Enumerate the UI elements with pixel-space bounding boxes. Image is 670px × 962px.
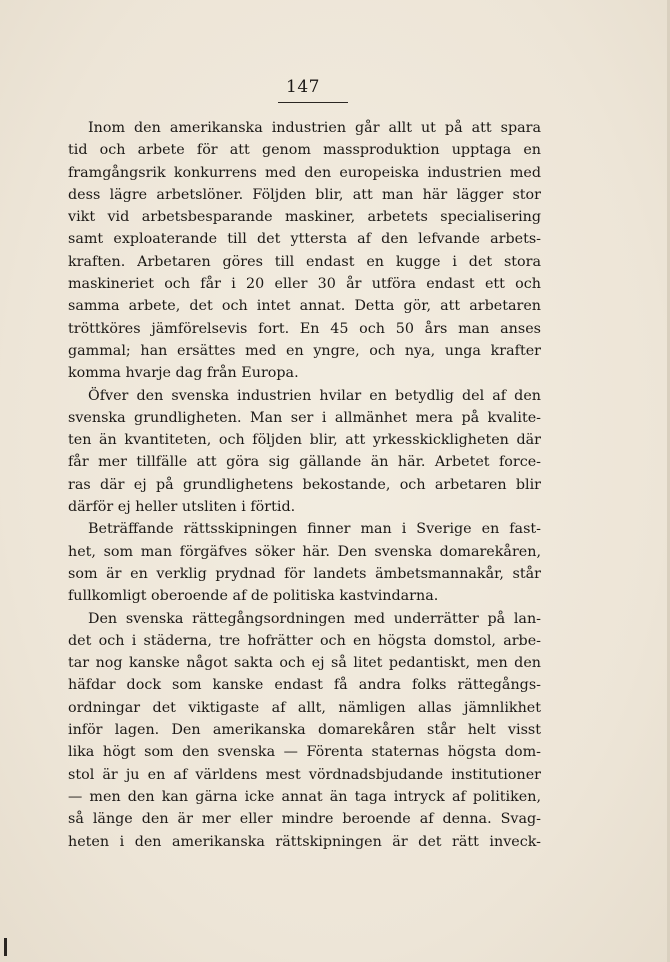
page-number: 147 [286,77,320,97]
text-line: samma arbete, det och intet annat. Detta gör, att arbetaren [68,298,541,315]
text-line: Den svenska rättegångsordningen med underrätter på lan- [88,610,541,627]
text-line: tar nog kanske något sakta och ej så litet pedantiskt, men den [68,655,541,672]
text-line: får mer tillfälle att göra sig gällande än här. Arbetet force- [68,454,541,471]
text-line: inför lagen. Den amerikanska domarekåren står helt visst [68,722,541,739]
text-line: ten än kvantiteten, och följden blir, att yrkesskickligheten där [68,432,541,449]
text-line: ras där ej på grundlighetens bekostande, och arbetaren blir [68,476,541,493]
body-text [68,117,541,853]
text-line: Inom den amerikanska industrien går allt ut på att spara [88,120,541,136]
header-rule [278,102,348,103]
text-line: gammal; han ersättes med en yngre, och nya, unga krafter [68,342,541,359]
text-line: — men den kan gärna icke annat än taga intryck af politiken, [68,788,541,805]
text-line: dess lägre arbetslöner. Följden blir, att man här lägger stor [68,186,541,203]
text-line: så länge den är mer eller mindre beroende af denna. Svag- [68,811,541,828]
text-line: lika högt som den svenska — Förenta staternas högsta dom- [68,744,541,761]
text-line: vikt vid arbetsbesparande maskiner, arbetets specialisering [68,209,541,226]
text-line: samt exploaterande till det yttersta af den lefvande arbets- [68,231,541,248]
text-line: därför ej heller utsliten i förtid. [68,499,296,516]
text-line: fullkomligt oberoende af de politiska kastvindarna. [68,588,439,605]
text-line: kraften. Arbetaren göres till endast en kugge i det stora [68,253,541,270]
text-line: het, som man förgäfves söker här. Den svenska domarekåren, [68,543,541,560]
text-line: stol är ju en af världens mest vördnadsbjudande institutioner [68,766,541,783]
text-line: maskineriet och får i 20 eller 30 år utföra endast ett och [68,276,541,293]
text-line: häfdar dock som kanske endast få andra folks rättegångs- [68,677,541,694]
text-line: tid och arbete för att genom massproduktion upptaga en [68,142,541,159]
text-line: det och i städerna, tre hofrätter och en högsta domstol, arbe- [68,632,541,649]
text-line: som är en verklig prydnad för landets ämbetsmannakår, står [68,565,541,582]
text-line: Öfver den svenska industrien hvilar en betydlig del af den [88,387,541,404]
text-line: framgångsrik konkurrens med den europeiska industrien med [68,164,541,181]
text-line: svenska grundligheten. Man ser i allmänhet mera på kvalite- [68,409,541,426]
text-line: tröttköres jämförelsevis fort. En 45 och 50 års man anses [68,320,541,337]
margin-mark [4,938,7,956]
text-line: komma hvarje dag från Europa. [68,365,299,382]
text-line: ordningar det viktigaste af allt, nämligen allas jämnlikhet [68,699,541,716]
text-line: Beträffande rättsskipningen finner man i Sverige en fast- [88,521,541,538]
text-line: heten i den amerikanska rättskipningen är det rätt inveck- [68,833,541,850]
